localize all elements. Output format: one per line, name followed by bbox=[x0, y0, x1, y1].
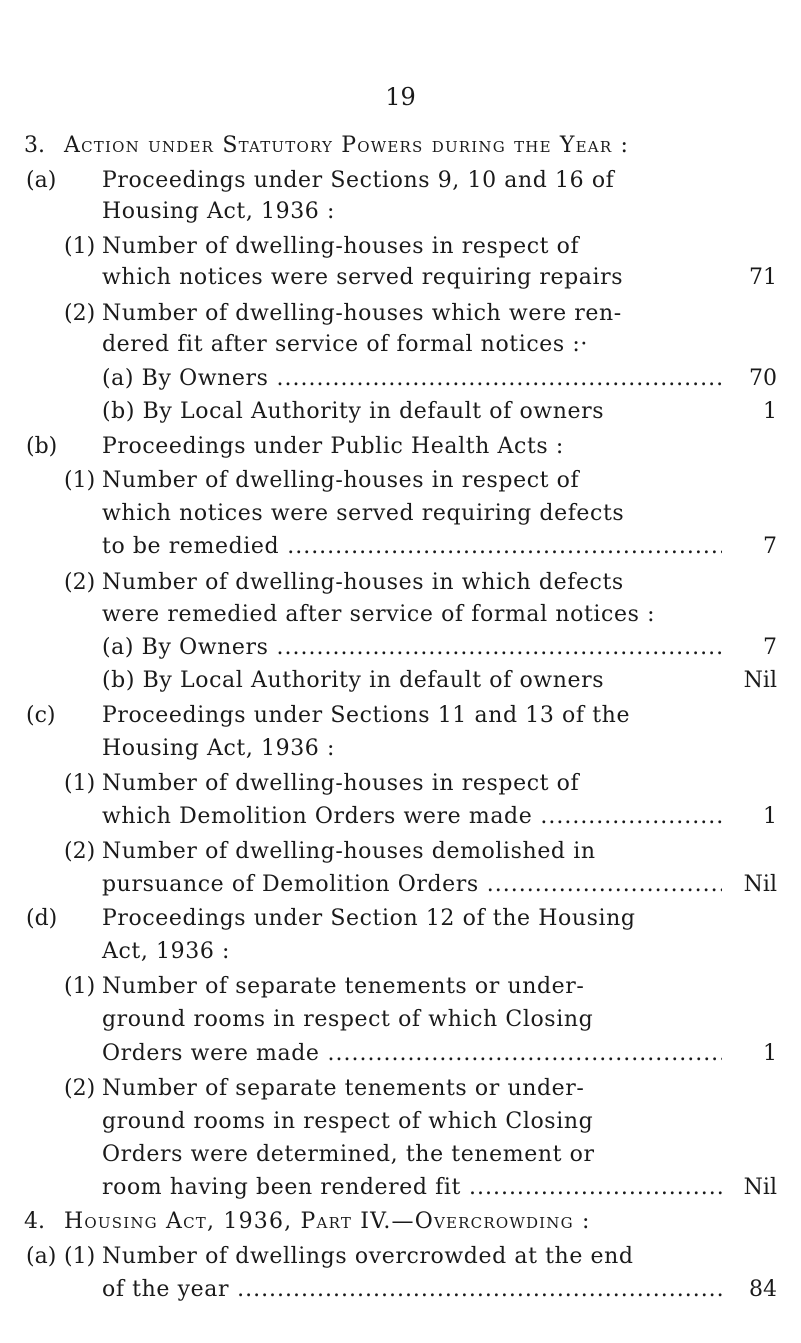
s4-item1-number: (1) bbox=[64, 1244, 96, 1269]
b-item2-sub-a-row bbox=[102, 633, 722, 663]
b-item2-sub-b-text: (b) By Local Authority in default of owners bbox=[102, 668, 605, 693]
b-item2-sub-b-value: Nil bbox=[743, 668, 777, 693]
d-item2-line4: room having been rendered fit ..... bbox=[102, 1175, 722, 1200]
c-item2-line2-row bbox=[102, 870, 722, 900]
section-4-number: 4. bbox=[24, 1209, 45, 1234]
s4-item1-line2-row bbox=[102, 1275, 722, 1305]
a-item1-line2: which notices were served requiring repairs bbox=[102, 265, 624, 290]
a-item2-sub-b-value: 1 bbox=[763, 399, 777, 424]
d-item1-value: 1 bbox=[763, 1041, 777, 1066]
c-item2-line1: Number of dwelling-houses demolished in bbox=[102, 839, 596, 864]
b-item2-number: (2) bbox=[64, 570, 96, 595]
section-4-heading: Housing Act, 1936, Part IV.—Overcrowding : bbox=[64, 1209, 591, 1234]
a-item2-sub-a-text: (a) By Owners ..... bbox=[102, 366, 722, 391]
b-item1-line1: Number of dwelling-houses in respect of bbox=[102, 468, 580, 493]
subsection-c-title-line2: Housing Act, 1936 : bbox=[102, 736, 336, 761]
c-item2-value: Nil bbox=[743, 872, 777, 897]
c-item1-line2-row bbox=[102, 802, 722, 832]
c-item1-line1: Number of dwelling-houses in respect of bbox=[102, 771, 580, 796]
b-item1-line2: which notices were served requiring defects bbox=[102, 501, 625, 526]
subsection-b-label: (b) bbox=[26, 434, 58, 459]
b-item2-line1: Number of dwelling-houses in which defects bbox=[102, 570, 624, 595]
subsection-d-label: (d) bbox=[26, 906, 58, 931]
subsection-a-label: (a) bbox=[26, 168, 57, 193]
s4-item1-line1: Number of dwellings overcrowded at the end bbox=[102, 1244, 634, 1269]
b-item2-sub-a-value: 7 bbox=[763, 635, 777, 660]
subsection-d-title-line2: Act, 1936 : bbox=[102, 939, 231, 964]
b-item1-number: (1) bbox=[64, 468, 96, 493]
section-3-heading: Action under Statutory Powers during the Year : bbox=[64, 133, 630, 158]
c-item2-number: (2) bbox=[64, 839, 96, 864]
s4-item1-line2: of the year ..... bbox=[102, 1277, 722, 1302]
d-item1-line3: Orders were made ..... bbox=[102, 1041, 722, 1066]
section-4-a-label: (a) bbox=[26, 1244, 57, 1269]
c-item2-line2: pursuance of Demolition Orders ..... bbox=[102, 872, 722, 897]
d-item2-number: (2) bbox=[64, 1076, 96, 1101]
d-item2-line4-row bbox=[102, 1173, 722, 1203]
subsection-c-title-line1: Proceedings under Sections 11 and 13 of the bbox=[102, 703, 631, 728]
d-item2-line3: Orders were determined, the tenement or bbox=[102, 1142, 595, 1167]
d-item1-line3-row bbox=[102, 1039, 722, 1069]
c-item1-line2: which Demolition Orders were made ..... bbox=[102, 804, 722, 829]
b-item2-sub-a-text: (a) By Owners ..... bbox=[102, 635, 722, 660]
a-item2-sub-a-value: 70 bbox=[749, 366, 777, 391]
a-item2-line1: Number of dwelling-houses which were ren- bbox=[102, 301, 622, 326]
d-item1-line2: ground rooms in respect of which Closing bbox=[102, 1007, 594, 1032]
a-item1-line1: Number of dwelling-houses in respect of bbox=[102, 234, 580, 259]
d-item1-line1: Number of separate tenements or under- bbox=[102, 974, 585, 999]
section-3-number: 3. bbox=[24, 133, 45, 158]
d-item1-number: (1) bbox=[64, 974, 96, 999]
c-item1-value: 1 bbox=[763, 804, 777, 829]
a-item1-number: (1) bbox=[64, 234, 96, 259]
subsection-a-title-line2: Housing Act, 1936 : bbox=[102, 199, 336, 224]
subsection-d-title-line1: Proceedings under Section 12 of the Housing bbox=[102, 906, 636, 931]
d-item2-value: Nil bbox=[743, 1175, 777, 1200]
b-item1-line3: to be remedied ..... bbox=[102, 534, 722, 559]
subsection-b-title: Proceedings under Public Health Acts : bbox=[102, 434, 564, 459]
a-item2-sub-b-text: (b) By Local Authority in default of owners bbox=[102, 399, 605, 424]
b-item1-value: 7 bbox=[763, 534, 777, 559]
c-item1-number: (1) bbox=[64, 771, 96, 796]
a-item2-line2: dered fit after service of formal notices :· bbox=[102, 332, 588, 357]
b-item1-line3-row bbox=[102, 532, 722, 562]
s4-item1-value: 84 bbox=[749, 1277, 777, 1302]
d-item2-line1: Number of separate tenements or under- bbox=[102, 1076, 585, 1101]
a-item2-number: (2) bbox=[64, 301, 96, 326]
page-number: 19 bbox=[385, 83, 416, 111]
a-item1-value: 71 bbox=[749, 265, 777, 290]
d-item2-line2: ground rooms in respect of which Closing bbox=[102, 1109, 594, 1134]
subsection-a-title-line1: Proceedings under Sections 9, 10 and 16 of bbox=[102, 168, 615, 193]
subsection-c-label: (c) bbox=[26, 703, 56, 728]
b-item2-line2: were remedied after service of formal notices : bbox=[102, 602, 656, 627]
a-item2-sub-a-row bbox=[102, 364, 722, 394]
